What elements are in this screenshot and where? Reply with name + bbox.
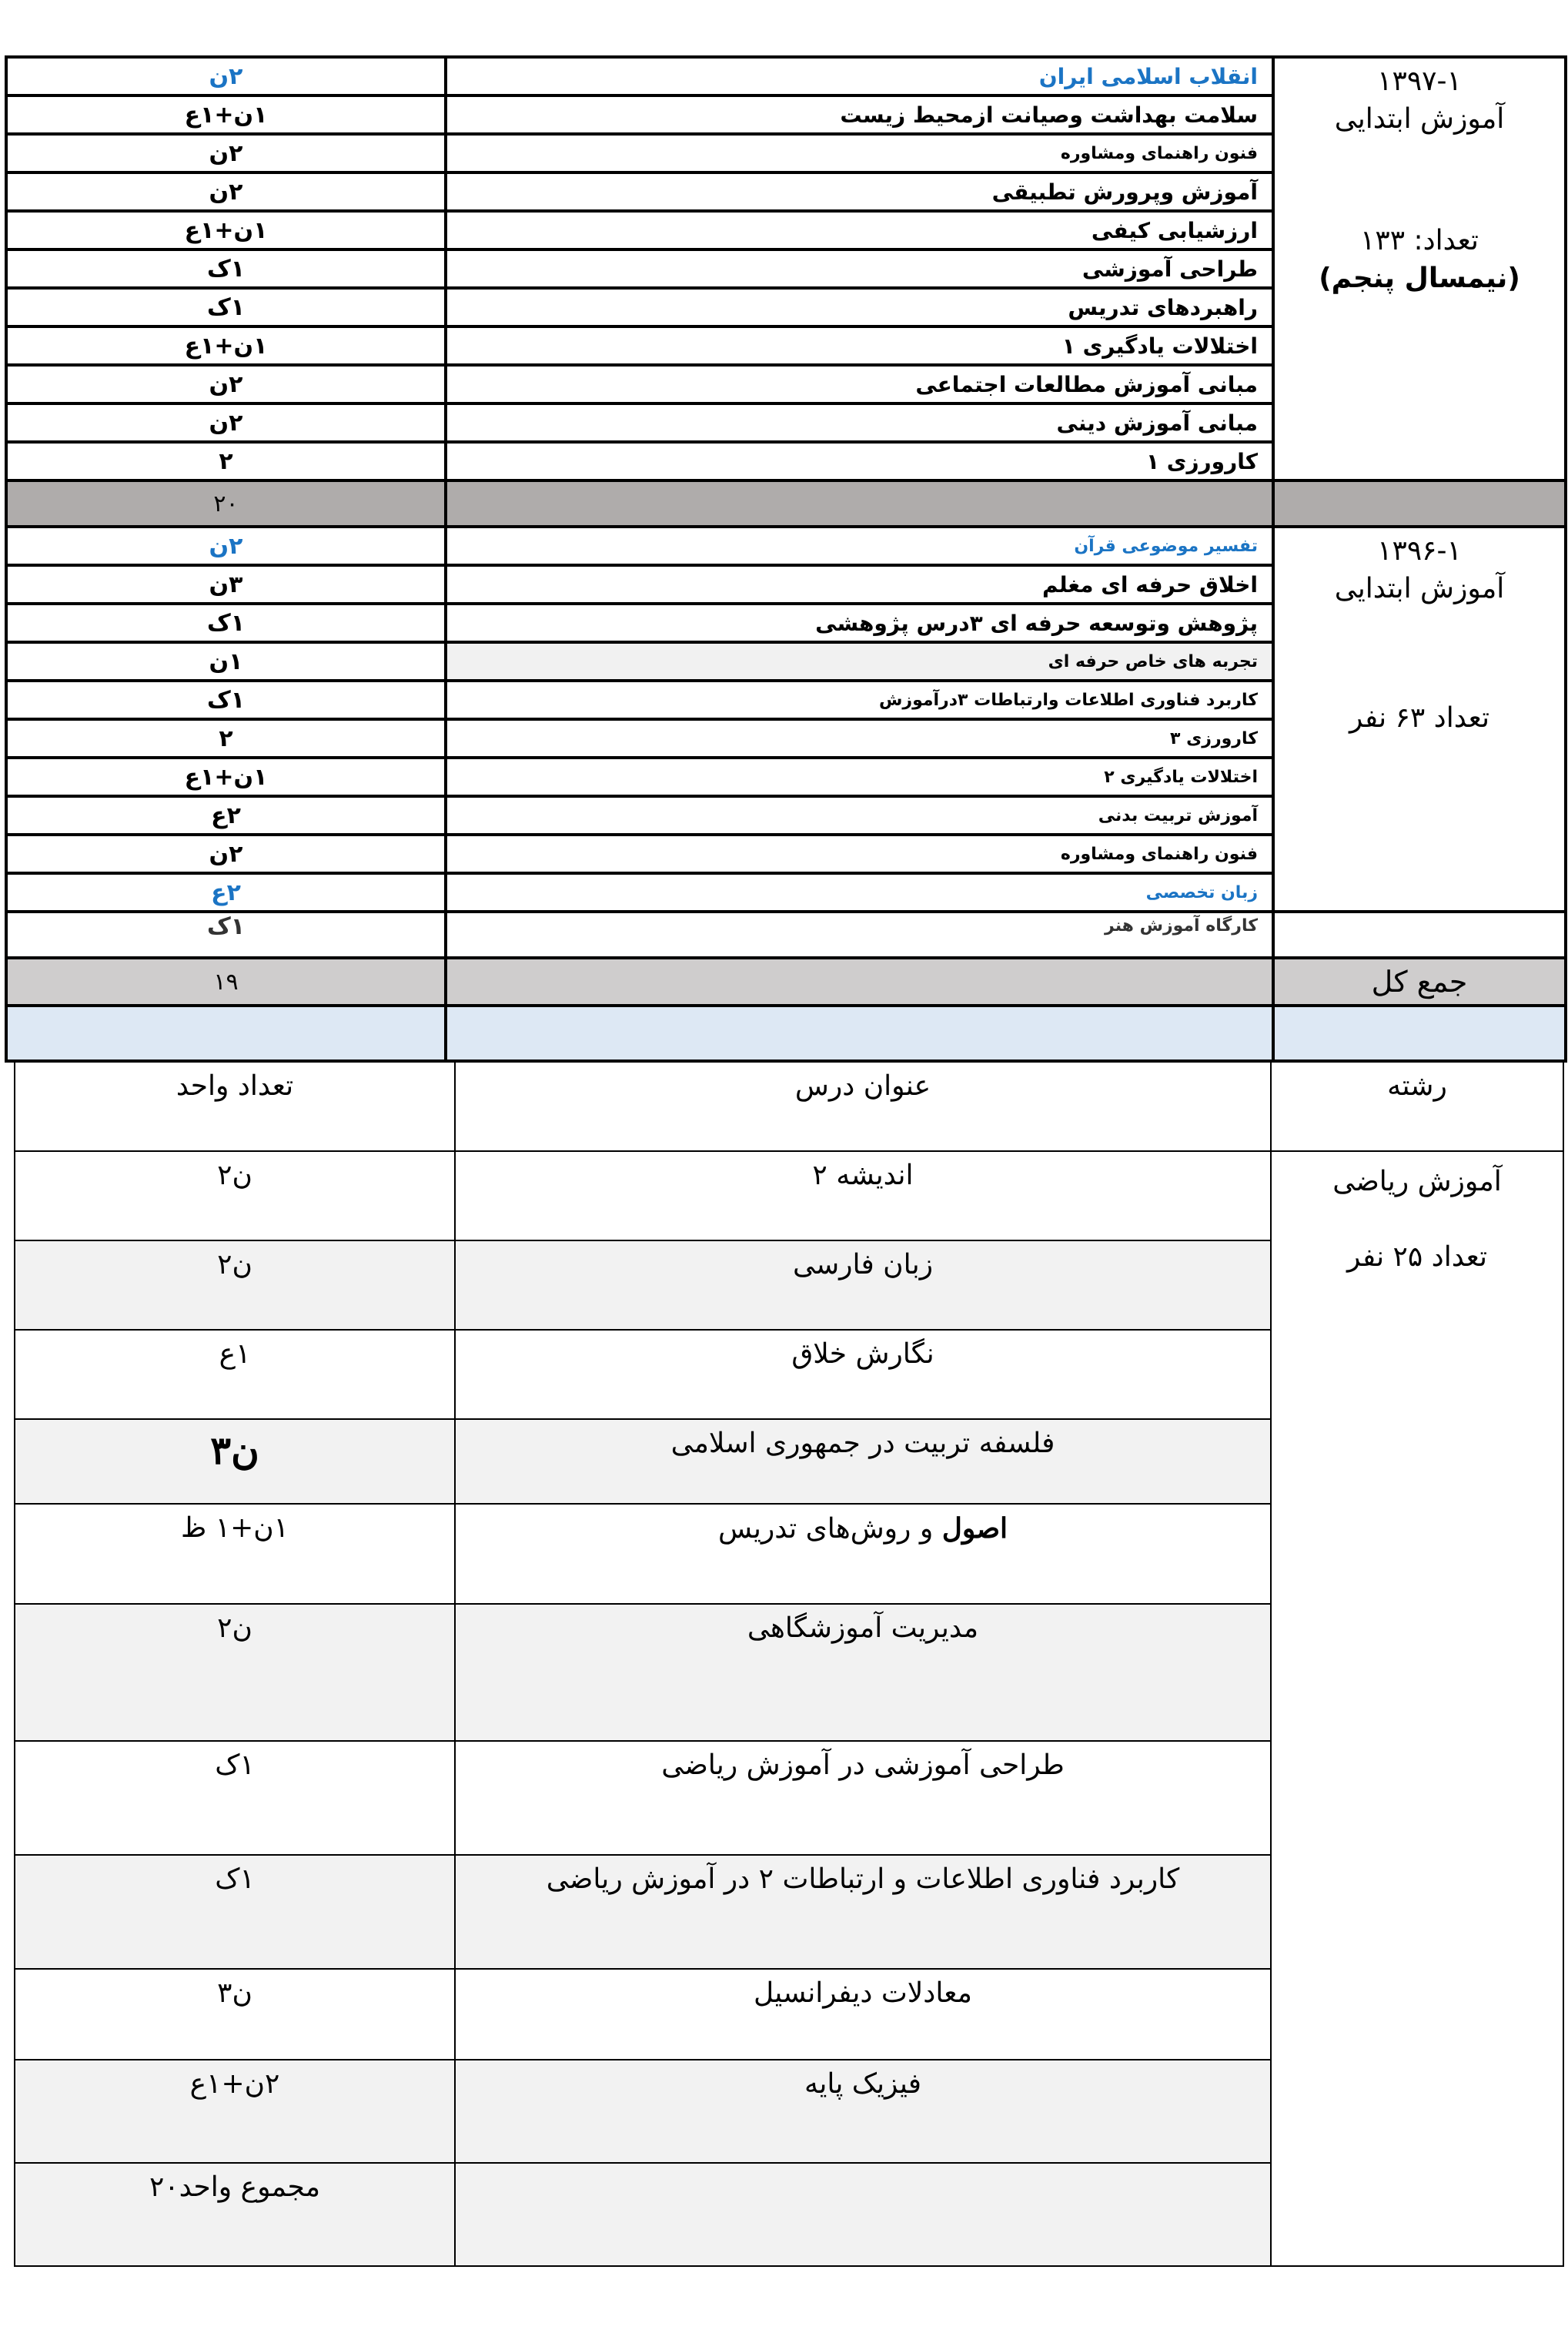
course-title: اختلالات یادگیری ۲ [446, 758, 1273, 796]
grand-total-row [6, 958, 1566, 1006]
course-units: ۲ن [6, 172, 446, 211]
course-units: ۲ن [6, 403, 446, 442]
course-title: راهبردهای تدریس [446, 288, 1273, 326]
course-units: ۲ [6, 442, 446, 480]
course-title: فنون راهنمای ومشاوره [446, 134, 1273, 172]
course-title: کارگاه آموزش هنر [446, 912, 1273, 958]
term-label: ۱۳۹۷-۱ [1377, 65, 1462, 97]
course-title: اخلاق حرفه ای مغلم [446, 565, 1273, 604]
course-units: ۱ک [6, 912, 446, 958]
course-title: فیزیک پایه [455, 2060, 1271, 2163]
course-units: ۱ک [15, 1741, 455, 1855]
course-units: ۲ن [6, 527, 446, 565]
header-title: عنوان درس [455, 1062, 1271, 1151]
course-units: ۳ن [6, 565, 446, 604]
major-label: آموزش ابتدایی [1334, 572, 1505, 604]
course-units: ۲ [6, 719, 446, 758]
course-units: ۱ن+۱ع [6, 95, 446, 134]
course-units: ۲ن [6, 835, 446, 873]
course-units: ۱ک [6, 604, 446, 642]
course-units: ۱ک [6, 288, 446, 326]
course-units: ن۳ [15, 1969, 455, 2060]
student-count: تعداد: ۱۳۳ [1360, 225, 1479, 257]
course-units: ن۲ [15, 1604, 455, 1741]
course-units: ۱ن+۱ع [6, 211, 446, 249]
course-title: سلامت بهداشت وصیانت ازمحیط زیست [446, 95, 1273, 134]
course-units: ۱ک [6, 249, 446, 288]
header-units: تعداد واحد [15, 1062, 455, 1151]
course-units: ۱ن [6, 642, 446, 681]
course-units: ۱ن+۱ ظ [15, 1504, 455, 1604]
course-table-elementary [5, 55, 1567, 1063]
course-title: کاربرد فناوری اطلاعات وارتباطات ۳درآموزش [446, 681, 1273, 719]
course-title: طراحی آموزشی [446, 249, 1273, 288]
course-title: انقلاب اسلامی ایران [446, 57, 1273, 95]
course-title: تجربه های خاص حرفه ای [446, 642, 1273, 681]
course-title: تفسیر موضوعی قرآن [446, 527, 1273, 565]
course-title: اصول و روش‌های تدریس [455, 1504, 1271, 1604]
subtotal-row [6, 480, 1566, 527]
course-table-math [14, 1061, 1564, 2267]
course-title: فلسفه تربیت در جمهوری اسلامی [455, 1419, 1271, 1504]
course-title: اختلالات یادگیری ۱ [446, 326, 1273, 365]
course-units: ۲ن+۱ع [15, 2060, 455, 2163]
course-title: مبانی آموزش دینی [446, 403, 1273, 442]
course-title: مدیریت آموزشگاهی [455, 1604, 1271, 1741]
course-title: زبان تخصصی [446, 873, 1273, 912]
course-title: معادلات دیفرانسیل [455, 1969, 1271, 2060]
course-units [15, 1419, 455, 1504]
course-units: ۱ع [15, 1330, 455, 1419]
course-units: ۱ن+۱ع [6, 326, 446, 365]
course-units: ۱ک [6, 681, 446, 719]
course-units: ن۲ [15, 1240, 455, 1330]
student-count: تعداد ۶۳ نفر [1349, 702, 1489, 735]
course-units: ۱ن+۱ع [6, 758, 446, 796]
subtotal-value: ۲۰ [6, 480, 446, 527]
term-label: ۱۳۹۶-۱ [1377, 535, 1462, 567]
course-units: ۲ع [6, 796, 446, 835]
course-units: ن۲ [15, 1151, 455, 1240]
course-title: نگارش خلاق [455, 1330, 1271, 1419]
course-title: کارورزی ۳ [446, 719, 1273, 758]
blank-row [6, 1006, 1566, 1061]
course-title: آموزش تربیت بدنی [446, 796, 1273, 835]
major-label: آموزش ریاضی [1332, 1166, 1502, 1197]
grand-total-value: ۱۹ [6, 958, 446, 1006]
course-title: زبان فارسی [455, 1240, 1271, 1330]
course-title: فنون راهنمای ومشاوره [446, 835, 1273, 873]
semester-label: (نیمسال پنجم) [1319, 262, 1520, 294]
course-title: کارورزی ۱ [446, 442, 1273, 480]
course-title: مبانی آموزش مطالعات اجتماعی [446, 365, 1273, 403]
course-units: ۱ک [15, 1855, 455, 1969]
course-title: پژوهش وتوسعه حرفه ای ۳درس پژوهشی [446, 604, 1273, 642]
header-major: رشته [1271, 1062, 1563, 1151]
course-units: ۲ن [6, 365, 446, 403]
course-title: اندیشه ۲ [455, 1151, 1271, 1240]
course-title: طراحی آموزشی در آموزش ریاضی [455, 1741, 1271, 1855]
course-title: ارزشیابی کیفی [446, 211, 1273, 249]
student-count: تعداد ۲۵ نفر [1347, 1240, 1487, 1273]
course-title: آموزش وپرورش تطبیقی [446, 172, 1273, 211]
course-title: کاربرد فناوری اطلاعات و ارتباطات ۲ در آموزش ریاضی [455, 1855, 1271, 1969]
grand-total-label: جمع کل [1273, 958, 1566, 1006]
header-row [15, 1062, 1563, 1151]
major-label: آموزش ابتدایی [1334, 102, 1505, 135]
group-cell-1396 [1273, 527, 1566, 912]
course-units: ۲ن [6, 134, 446, 172]
group-cell-1397 [1273, 57, 1566, 480]
course-units: ۲ع [6, 873, 446, 912]
group-cell-math [1271, 1151, 1563, 2266]
course-units: ۲ن [6, 57, 446, 95]
total-units: مجموع واحد۲۰ [15, 2163, 455, 2266]
units-value: ن۳ [210, 1428, 259, 1473]
